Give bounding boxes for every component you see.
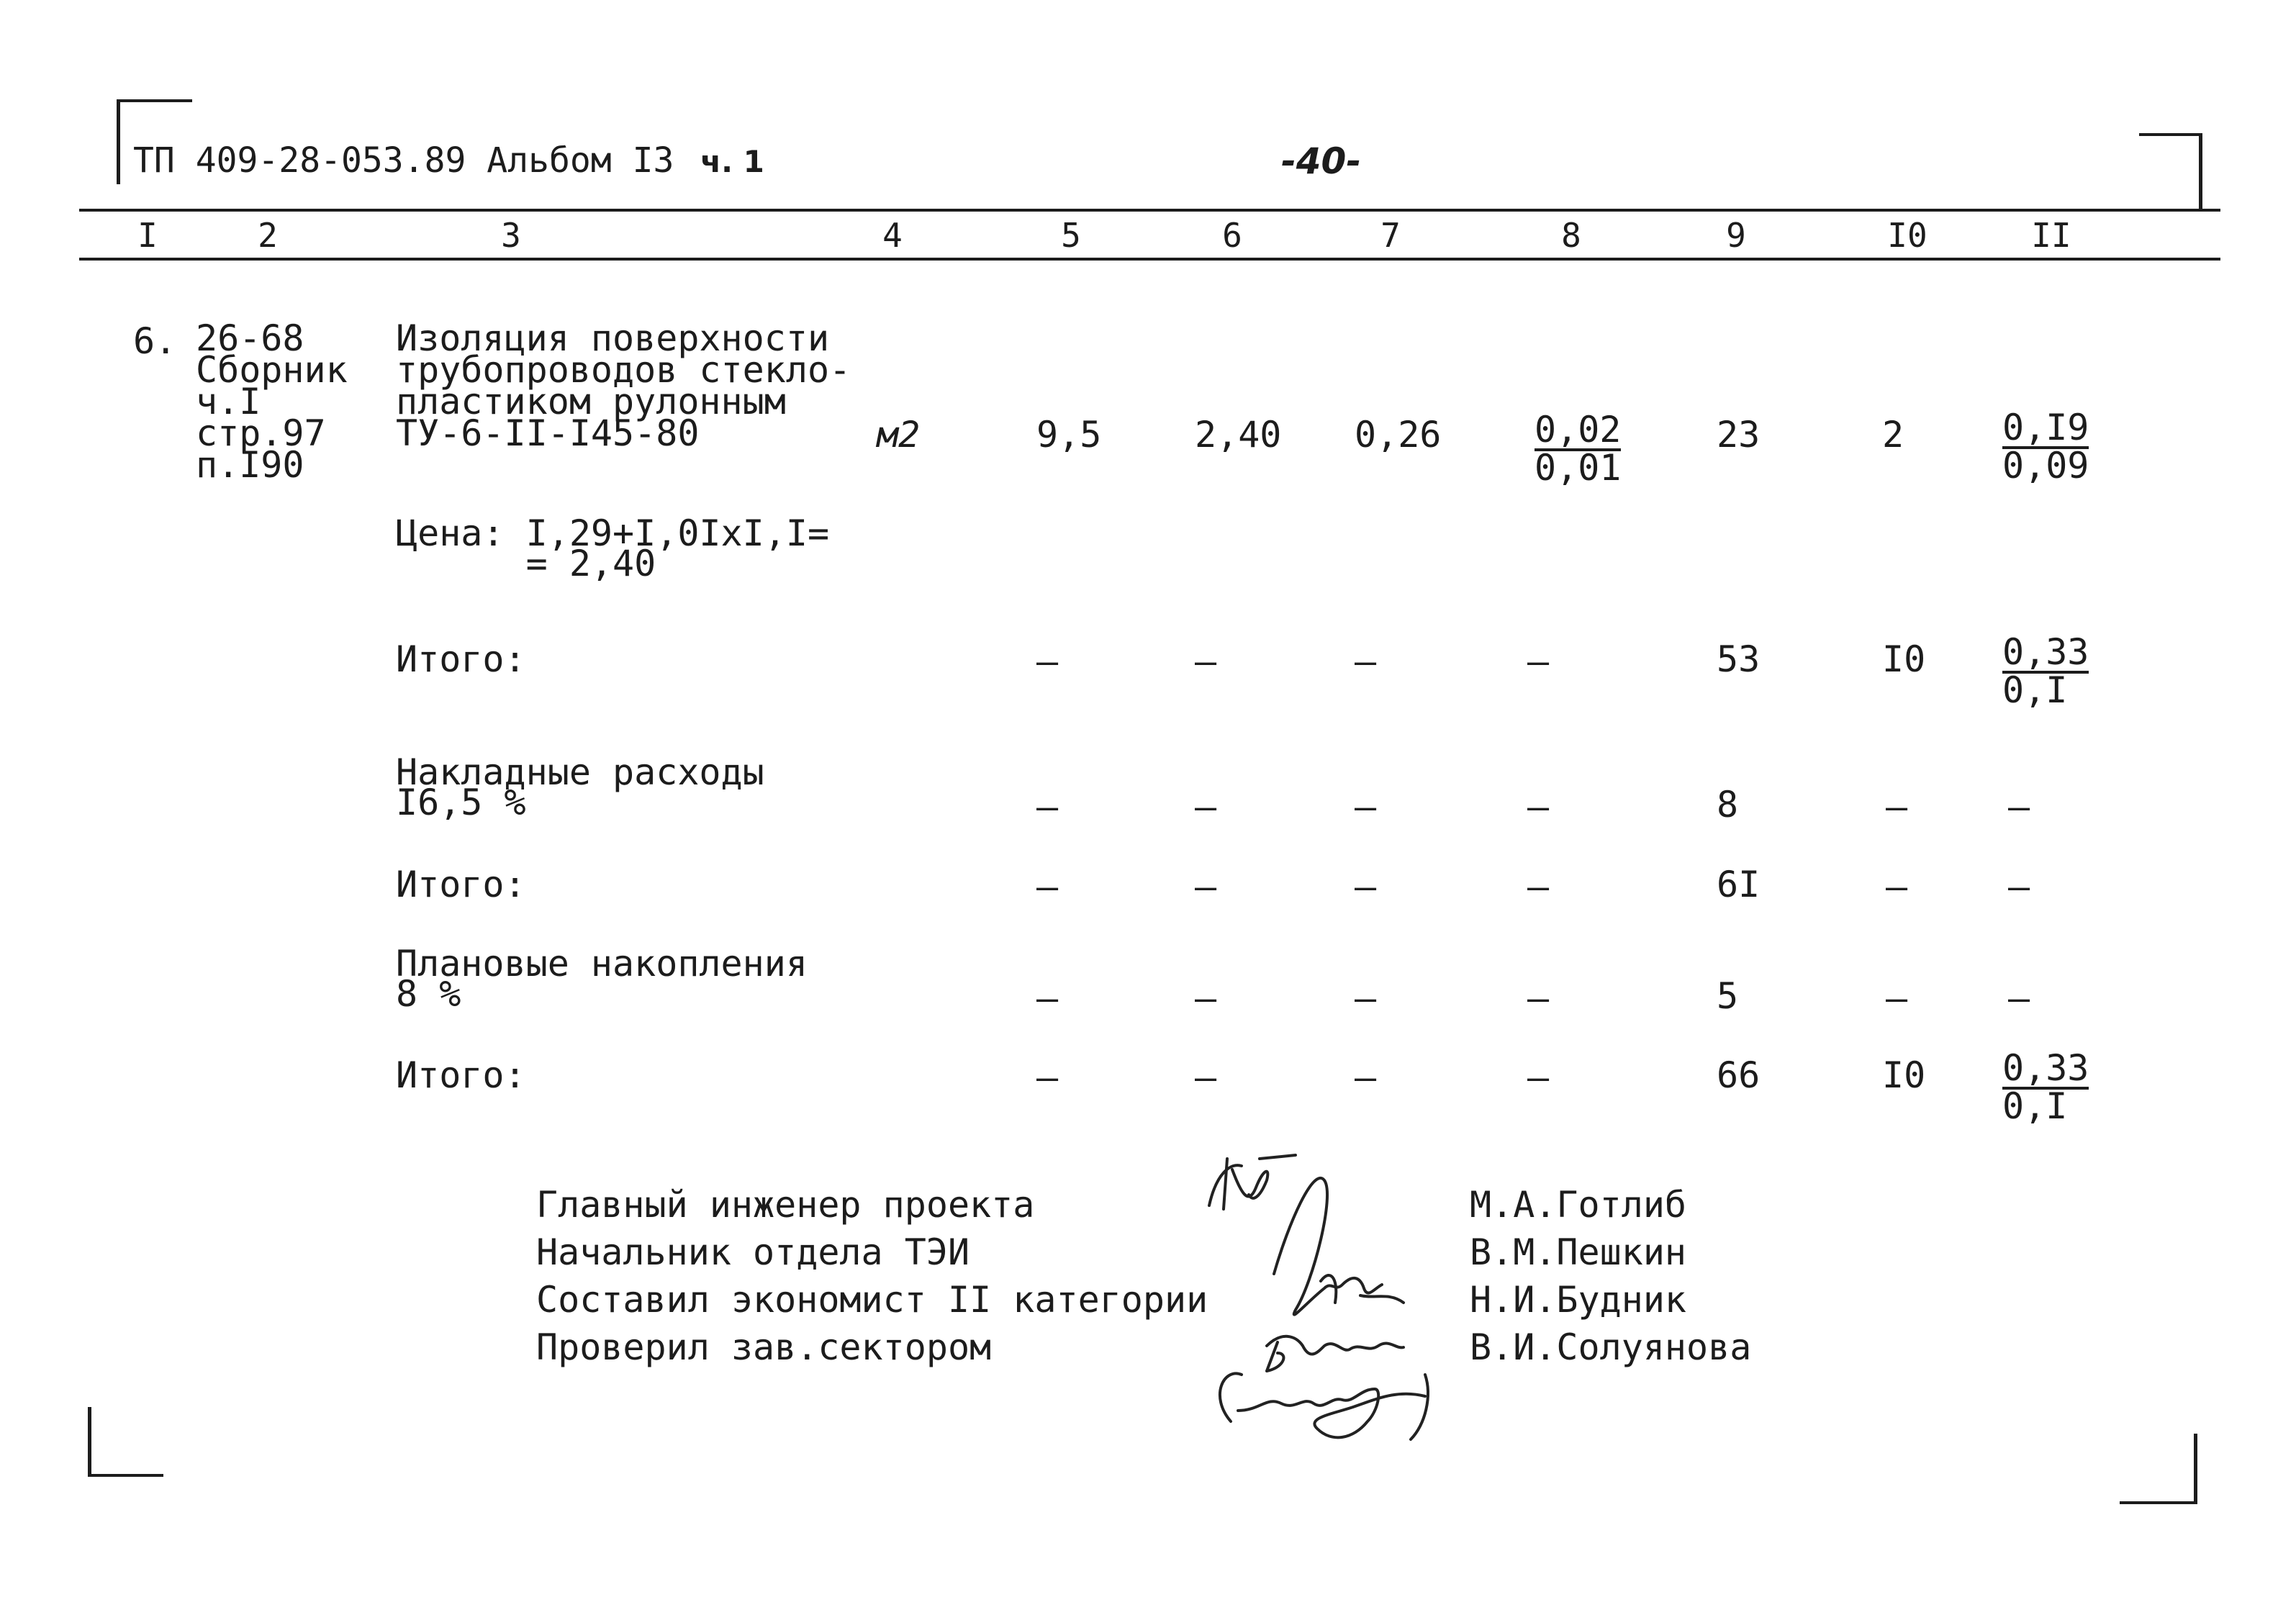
column-number-9: 9 [1726, 216, 1746, 255]
fraction-denominator: 0,I [2002, 669, 2068, 711]
fraction-numerator: 0,33 [2002, 631, 2089, 673]
doc-part: ч. 1 [700, 144, 764, 179]
subtotal-row-col7: – [1355, 866, 1377, 908]
signature-role-1: Главный инженер проекта [536, 1184, 1035, 1226]
overhead-row-col11: – [2008, 786, 2030, 828]
item-col8-fraction [1535, 409, 1622, 489]
doc-ref: ТП 409-28-053.89 Альбом I3 [133, 140, 674, 181]
signature-name-2: В.М.Пешкин [1470, 1231, 1687, 1273]
fraction-denominator: 0,09 [2002, 445, 2089, 487]
fraction-numerator: 0,33 [2002, 1047, 2089, 1089]
planned-savings-row-label: Плановые накопления 8 % [396, 943, 808, 1015]
page-number: -40- [1281, 140, 1362, 182]
corner-mark-bottom-right-h [2120, 1501, 2197, 1504]
overhead-row-col5: – [1036, 786, 1059, 828]
item-col11-fraction [2002, 407, 2089, 487]
planned-savings-row-col7: – [1355, 977, 1377, 1019]
overhead-row-col10: – [1886, 786, 1908, 828]
planned-savings-row-col6: – [1195, 977, 1217, 1019]
item-col10: 2 [1882, 414, 1904, 456]
overhead-row-col8: – [1527, 786, 1550, 828]
subtotal-row-label: Итого: [396, 864, 526, 905]
item-description: Изоляция поверхности трубопроводов стекло- пластиком рулонным ТУ-6-II-I45-80 [396, 317, 851, 454]
fraction-denominator: 0,01 [1535, 447, 1622, 489]
total-row-col11-fraction [2002, 631, 2089, 711]
item-col7: 0,26 [1355, 414, 1442, 456]
column-number-1: I [137, 216, 158, 255]
signature-name-4: В.И.Солуянова [1470, 1326, 1752, 1368]
subtotal-row-col11: – [2008, 866, 2030, 908]
column-number-6: 6 [1222, 216, 1242, 255]
fraction-numerator: 0,02 [1535, 409, 1622, 451]
grand-total-row-col5: – [1036, 1057, 1059, 1098]
column-number-4: 4 [882, 216, 903, 255]
planned-savings-row-col10: – [1886, 977, 1908, 1019]
total-row-col5: – [1036, 641, 1059, 682]
corner-mark-top-left [117, 99, 120, 184]
planned-savings-row-col5: – [1036, 977, 1059, 1019]
signature-name-3: Н.И.Будник [1470, 1279, 1687, 1321]
subtotal-row-col10: – [1886, 866, 1908, 908]
item-quantity: 9,5 [1036, 414, 1102, 456]
handwritten-signatures [1188, 1137, 1475, 1454]
column-number-5: 5 [1061, 216, 1081, 255]
grand-total-row-col6: – [1195, 1057, 1217, 1098]
column-number-11: II [2031, 216, 2071, 255]
signature-role-3: Составил экономист II категории [536, 1279, 1208, 1321]
price-calculation-note: Цена: I,29+I,0IxI,I= = 2,40 [396, 512, 830, 584]
item-number: 6. [133, 320, 177, 362]
signature-role-4: Проверил зав.сектором [536, 1326, 992, 1368]
subtotal-row-col6: – [1195, 866, 1217, 908]
corner-mark-bottom-right [2194, 1434, 2197, 1504]
overhead-row-col7: – [1355, 786, 1377, 828]
total-row-col9: 53 [1717, 638, 1761, 680]
grand-total-row-col7: – [1355, 1057, 1377, 1098]
item-col9: 23 [1717, 414, 1761, 456]
item-price: 2,40 [1195, 414, 1282, 456]
column-number-10: I0 [1887, 216, 1927, 255]
corner-mark-top-right [2199, 133, 2202, 209]
total-row-col10: I0 [1882, 638, 1926, 680]
corner-mark-bottom-left [88, 1407, 91, 1477]
subtotal-row-col9: 6I [1717, 864, 1761, 905]
item-unit: м2 [877, 414, 921, 456]
header-rule-top [79, 209, 2220, 212]
signature-name-1: М.А.Готлиб [1470, 1184, 1687, 1226]
planned-savings-row-col9: 5 [1717, 975, 1739, 1017]
grand-total-row-col9: 66 [1717, 1054, 1761, 1096]
document-reference [133, 140, 764, 181]
column-number-7: 7 [1380, 216, 1401, 255]
fraction-numerator: 0,I9 [2002, 407, 2089, 448]
total-row-label: Итого: [396, 638, 526, 680]
overhead-row-col9: 8 [1717, 784, 1739, 825]
grand-total-row-label: Итого: [396, 1054, 526, 1096]
total-row-col7: – [1355, 641, 1377, 682]
corner-mark-top-right-h [2139, 133, 2202, 136]
grand-total-row-col10: I0 [1882, 1054, 1926, 1096]
subtotal-row-col5: – [1036, 866, 1059, 908]
column-number-2: 2 [258, 216, 278, 255]
grand-total-row-col8: – [1527, 1057, 1550, 1098]
total-row-col6: – [1195, 641, 1217, 682]
corner-mark-bottom-left-h [88, 1474, 163, 1477]
planned-savings-row-col11: – [2008, 977, 2030, 1019]
planned-savings-row-col8: – [1527, 977, 1550, 1019]
column-number-8: 8 [1561, 216, 1581, 255]
grand-total-row-col11-fraction [2002, 1047, 2089, 1127]
subtotal-row-col8: – [1527, 866, 1550, 908]
signature-role-2: Начальник отдела ТЭИ [536, 1231, 970, 1273]
overhead-row-col6: – [1195, 786, 1217, 828]
corner-mark-top-left-h [117, 99, 192, 102]
overhead-row-label: Накладные расходы I6,5 % [396, 751, 764, 823]
header-rule-bottom [79, 258, 2220, 261]
item-reference: 26-68 Сборник ч.I стр.97 п.I90 [196, 317, 348, 486]
fraction-denominator: 0,I [2002, 1085, 2068, 1127]
column-number-3: 3 [501, 216, 521, 255]
total-row-col8: – [1527, 641, 1550, 682]
